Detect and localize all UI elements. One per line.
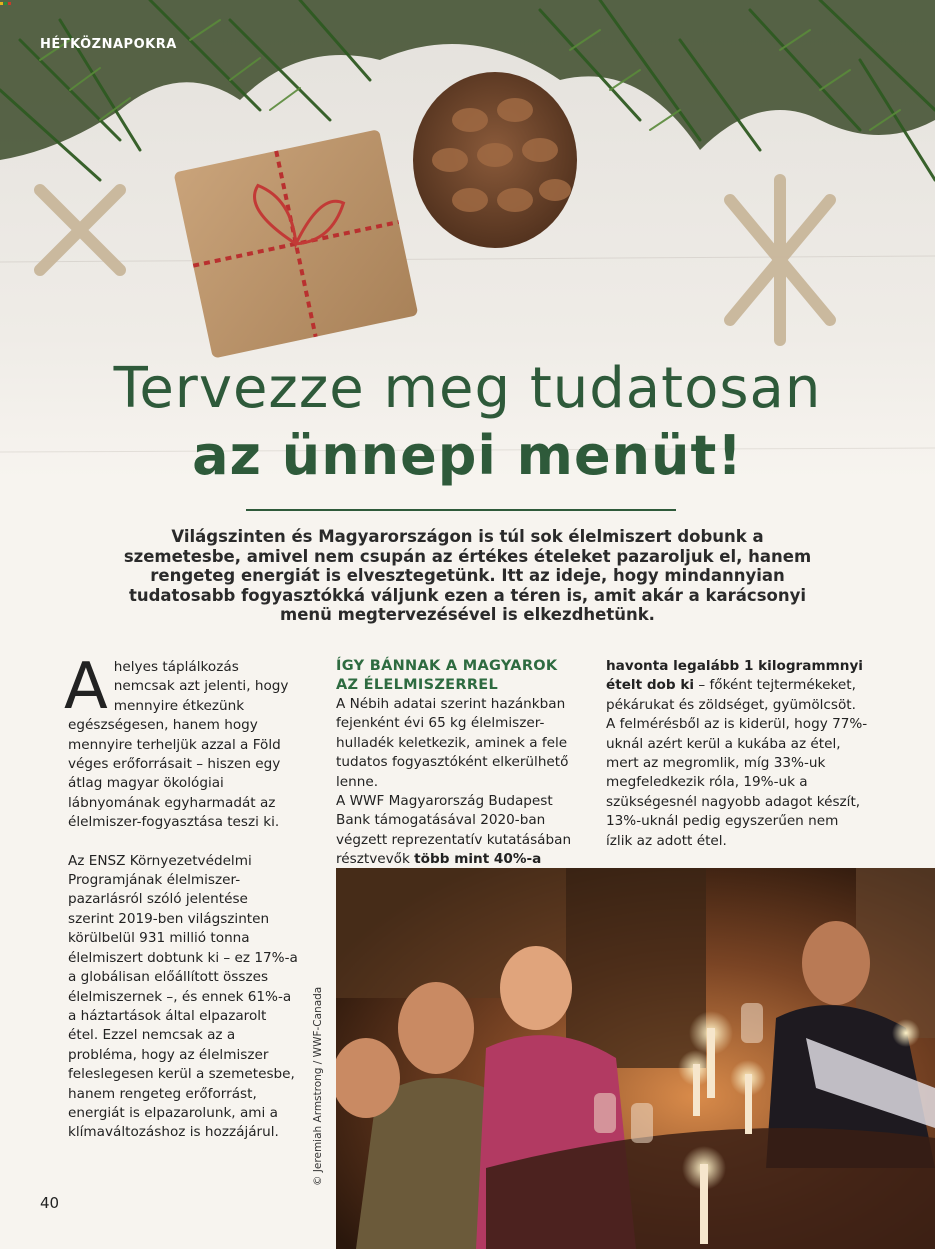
- col3-paragraph: [606, 657, 868, 851]
- page-number: 40: [40, 1194, 60, 1212]
- column-1: [64, 650, 298, 1143]
- dinner-photo: [336, 868, 935, 1249]
- col2-p2-bold: több mint 40%-a: [414, 851, 542, 868]
- col2-paragraph-1: A Nébih adatai szerint hazánkban fejenként évi 65 kg élelmiszer-hulladék keletkezik, aminek a fele tudatos fogyasztóként elkerülhető lenne.: [336, 696, 569, 790]
- col2-heading: ÍGY BÁNNAK A MAGYAROK AZ ÉLELMISZERREL: [336, 658, 558, 693]
- dinner-party-photo-icon: [336, 868, 935, 1249]
- section-label: HÉTKÖZNAPOKRA: [40, 37, 177, 52]
- photo-credit: © Jeremiah Armstrong / WWF-Canada: [312, 986, 324, 1186]
- drop-cap: A: [64, 650, 108, 724]
- col1-paragraph-1: [64, 650, 298, 833]
- col1-paragraph-2: Az ENSZ Környezetvédelmi Programjának élelmiszer-pazarlásról szóló jelentése szerint 2019-ben világszinten körülbelül 931 millió tonna élelmiszert dobtunk ki – ez 17%-a a globálisan előállított összes élelmiszernek –, és ennek 61%-a a háztartások által elpazarolt étel. Ezzel nemcsak az a probléma, hogy az élelmiszer feleslegesen kerül a szemetesbe, hanem rengeteg erőforrást, energiát is elpazarolunk, ami a klímaváltozáshoz is hozzájárul.: [68, 852, 298, 1141]
- col3-bold-text: havonta legalább 1 kilogrammnyi ételt dob ki: [606, 658, 863, 694]
- col1-p1-text: helyes táplálkozás nemcsak azt jelenti, hogy mennyire étkezünk egészségesen, hanem hogy mennyire terheljük azzal a Föld véges erőforrásait – hiszen egy átlag magyar ökológiai lábnyomának egyharmadát az élelmiszer-fogyasztása teszi ki.: [68, 659, 289, 831]
- brand-dots-icon: [0, 0, 14, 8]
- lead-paragraph: Világszinten és Magyarországon is túl sok élelmiszert dobunk a szemetesbe, amivel nem csupán az értékes ételeket pazaroljuk el, hanem rengeteg energiát is elvesztegetünk. Itt az ideje, hogy mindannyian tudatosabb fogyasztókká váljunk ezen a téren is, amit akár a karácsonyi menü megtervezésével is elkezdhetünk.: [123, 527, 812, 624]
- title-line-1: Tervezze meg tudatosan: [113, 356, 822, 421]
- title-line-2: az ünnepi menüt!: [192, 424, 743, 487]
- column-2: [336, 657, 574, 889]
- col3-text: – főként tejtermékeket, pékárukat és zöldséget, gyümölcsöt. A felmérésből az is kiderül, hogy 77%-uknál azért kerül a kukába az étel, mert az megromlik, míg 33%-uk megfeledkezik róla, 19%-uk a szükségesnél nagyobb adagot készít, 13%-uknál pedig egyszerűen nem ízlik az adott étel.: [606, 677, 868, 849]
- title-divider: [246, 509, 676, 511]
- column-3: [606, 657, 868, 851]
- col2-p2-text: A WWF Magyarország Budapest Bank támogatásával 2020-ban végzett reprezentatív kutatásában résztvevők: [336, 793, 572, 868]
